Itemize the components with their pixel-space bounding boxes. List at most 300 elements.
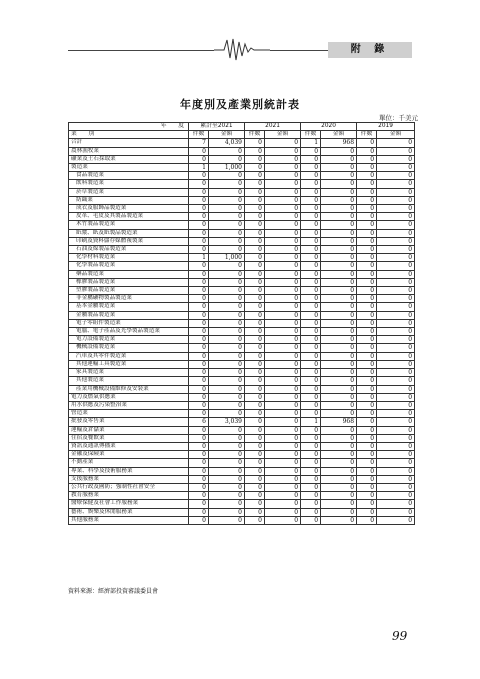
- count-cell: 0: [357, 262, 377, 270]
- amount-cell: 0: [377, 246, 415, 254]
- count-cell: 0: [357, 516, 377, 524]
- industry-name-cell: 金屬製品製造業: [69, 311, 189, 319]
- industry-name-cell: 金融及保險業: [69, 451, 189, 459]
- amount-cell: 0: [265, 352, 301, 360]
- amount-cell: 0: [377, 172, 415, 180]
- amount-cell: 0: [377, 205, 415, 213]
- amount-cell: 0: [377, 196, 415, 204]
- amount-cell: 0: [377, 360, 415, 368]
- count-cell: 0: [301, 278, 321, 286]
- table-row: [69, 360, 415, 368]
- table-row: [69, 434, 415, 442]
- amount-cell: 0: [209, 311, 245, 319]
- amount-cell: 0: [377, 377, 415, 385]
- industry-name-cell: 紙漿、紙及紙製品製造業: [69, 229, 189, 237]
- industry-name-cell: 農林漁牧業: [69, 147, 189, 155]
- table-row: [69, 213, 415, 221]
- amount-cell: 0: [321, 295, 357, 303]
- amount-cell: 0: [321, 377, 357, 385]
- page-title: 年度別及產業別統計表: [180, 98, 300, 111]
- table-body: [69, 139, 415, 525]
- count-cell: 0: [301, 229, 321, 237]
- count-cell: 0: [301, 459, 321, 467]
- industry-name-cell: 電子零組件製造業: [69, 319, 189, 327]
- count-cell: 0: [245, 254, 265, 262]
- amount-cell: 0: [265, 221, 301, 229]
- header-rule-left: [68, 50, 214, 51]
- count-cell: 0: [301, 451, 321, 459]
- amount-cell: 0: [209, 295, 245, 303]
- count-cell: 0: [245, 467, 265, 475]
- amount-cell: 0: [209, 229, 245, 237]
- table-row: [69, 410, 415, 418]
- amount-cell: 0: [321, 328, 357, 336]
- amount-cell: 0: [265, 508, 301, 516]
- amount-cell: 0: [209, 483, 245, 491]
- amount-cell: 0: [321, 180, 357, 188]
- table-row: [69, 442, 415, 450]
- amount-cell: 0: [265, 180, 301, 188]
- count-cell: 1: [189, 254, 209, 262]
- industry-name-cell: 支援服務業: [69, 475, 189, 483]
- count-cell: 0: [245, 262, 265, 270]
- amount-cell: 0: [321, 500, 357, 508]
- count-cell: 0: [301, 434, 321, 442]
- amount-cell: 0: [209, 393, 245, 401]
- table-row: [69, 237, 415, 245]
- industry-name-cell: 化學材料製造業: [69, 254, 189, 262]
- count-cell: 0: [189, 262, 209, 270]
- amount-cell: 0: [377, 188, 415, 196]
- amount-cell: 0: [209, 246, 245, 254]
- count-cell: 0: [189, 180, 209, 188]
- amount-cell: 0: [265, 303, 301, 311]
- count-cell: 0: [357, 311, 377, 319]
- count-cell: 0: [245, 508, 265, 516]
- count-cell: 0: [357, 213, 377, 221]
- amount-cell: 0: [377, 475, 415, 483]
- count-cell: 0: [357, 418, 377, 426]
- count-cell: 0: [301, 205, 321, 213]
- table-row: [69, 319, 415, 327]
- count-cell: 0: [357, 229, 377, 237]
- amount-cell: 0: [321, 164, 357, 172]
- amount-cell: 0: [209, 172, 245, 180]
- count-cell: 0: [301, 401, 321, 409]
- industry-name-cell: 機械設備製造業: [69, 344, 189, 352]
- count-cell: 0: [245, 188, 265, 196]
- amount-cell: 0: [321, 369, 357, 377]
- table-row: [69, 492, 415, 500]
- count-cell: 0: [301, 319, 321, 327]
- count-cell: 0: [357, 155, 377, 163]
- count-cell: 0: [301, 188, 321, 196]
- amount-cell: 0: [377, 287, 415, 295]
- count-cell: 0: [357, 459, 377, 467]
- amount-cell: 0: [209, 262, 245, 270]
- count-cell: 0: [245, 352, 265, 360]
- industry-name-cell: 電力及燃氣供應業: [69, 393, 189, 401]
- amount-cell: 0: [265, 311, 301, 319]
- amount-cell: 0: [265, 278, 301, 286]
- amount-cell: 0: [321, 205, 357, 213]
- count-cell: 0: [245, 139, 265, 147]
- count-cell: 0: [189, 295, 209, 303]
- amount-cell: 0: [209, 328, 245, 336]
- amount-cell: 0: [209, 147, 245, 155]
- count-cell: 0: [301, 254, 321, 262]
- amount-cell: 0: [209, 410, 245, 418]
- amount-cell: 0: [321, 344, 357, 352]
- count-cell: 0: [245, 147, 265, 155]
- count-cell: 1: [301, 139, 321, 147]
- table-row: [69, 303, 415, 311]
- count-cell: 0: [245, 229, 265, 237]
- count-cell: 0: [357, 196, 377, 204]
- year-header: 2020: [301, 123, 357, 131]
- amount-cell: 0: [265, 385, 301, 393]
- amount-cell: 0: [377, 155, 415, 163]
- table-row: [69, 172, 415, 180]
- amount-cell: 0: [209, 360, 245, 368]
- amount-cell: 0: [377, 328, 415, 336]
- header-row-sub: [69, 131, 415, 139]
- amount-header: 金額: [321, 131, 357, 139]
- industry-name-cell: 教育服務業: [69, 492, 189, 500]
- amount-cell: 0: [265, 418, 301, 426]
- amount-cell: 0: [265, 229, 301, 237]
- amount-cell: 0: [209, 196, 245, 204]
- count-cell: 0: [245, 434, 265, 442]
- count-cell: 0: [357, 377, 377, 385]
- table-row: [69, 311, 415, 319]
- heartbeat-line-icon: [214, 36, 270, 62]
- amount-cell: 0: [321, 442, 357, 450]
- amount-cell: 0: [265, 328, 301, 336]
- count-cell: 0: [357, 426, 377, 434]
- industry-name-cell: 資訊及通訊傳播業: [69, 442, 189, 450]
- amount-cell: 0: [321, 188, 357, 196]
- amount-cell: 0: [377, 180, 415, 188]
- industry-name-cell: 化學製品製造業: [69, 262, 189, 270]
- count-cell: 0: [357, 237, 377, 245]
- amount-cell: 0: [265, 147, 301, 155]
- corner-industry-cell: [69, 131, 189, 139]
- amount-cell: 0: [209, 401, 245, 409]
- amount-cell: 0: [377, 418, 415, 426]
- amount-cell: 4,039: [209, 139, 245, 147]
- statistics-table: [68, 122, 415, 525]
- industry-name-cell: 醫療保健及社會工作服務業: [69, 500, 189, 508]
- count-cell: 1: [189, 164, 209, 172]
- count-cell: 0: [357, 303, 377, 311]
- count-cell: 0: [189, 205, 209, 213]
- amount-cell: 0: [377, 311, 415, 319]
- count-cell: 0: [189, 492, 209, 500]
- count-cell: 0: [301, 377, 321, 385]
- amount-cell: 0: [377, 262, 415, 270]
- amount-cell: 0: [321, 467, 357, 475]
- count-cell: 0: [357, 246, 377, 254]
- amount-cell: 0: [377, 516, 415, 524]
- count-cell: 0: [357, 295, 377, 303]
- unit-label: 單位：千美元: [379, 114, 418, 122]
- industry-name-cell: 塑膠製品製造業: [69, 287, 189, 295]
- count-cell: 0: [357, 475, 377, 483]
- amount-cell: 3,039: [209, 418, 245, 426]
- industry-name-cell: 食品製造業: [69, 172, 189, 180]
- amount-cell: 0: [377, 467, 415, 475]
- amount-cell: 0: [265, 139, 301, 147]
- count-cell: 0: [301, 172, 321, 180]
- count-cell: 0: [357, 336, 377, 344]
- table-row: [69, 516, 415, 524]
- count-cell: 0: [357, 393, 377, 401]
- count-cell: 0: [301, 516, 321, 524]
- amount-cell: 0: [321, 262, 357, 270]
- industry-name-cell: 藝術、娛樂及休閒服務業: [69, 508, 189, 516]
- amount-cell: 0: [265, 426, 301, 434]
- table-row: [69, 205, 415, 213]
- amount-cell: 0: [209, 434, 245, 442]
- count-cell: 0: [245, 459, 265, 467]
- count-cell: 0: [357, 492, 377, 500]
- industry-name-cell: 專業、科學及技術服務業: [69, 467, 189, 475]
- amount-cell: 0: [209, 287, 245, 295]
- count-cell: 0: [301, 442, 321, 450]
- count-cell: 0: [301, 508, 321, 516]
- amount-cell: 0: [321, 459, 357, 467]
- amount-cell: 0: [265, 492, 301, 500]
- count-cell: 0: [189, 287, 209, 295]
- industry-name-cell: 不動產業: [69, 459, 189, 467]
- count-cell: 0: [357, 344, 377, 352]
- amount-cell: 0: [321, 336, 357, 344]
- count-cell: 0: [245, 213, 265, 221]
- amount-cell: 0: [265, 188, 301, 196]
- amount-cell: 0: [265, 155, 301, 163]
- header-row-years: [69, 123, 415, 131]
- industry-name-cell: 藥品製造業: [69, 270, 189, 278]
- industry-name-cell: 基本金屬製造業: [69, 303, 189, 311]
- count-cell: 0: [301, 385, 321, 393]
- amount-cell: 0: [265, 467, 301, 475]
- amount-cell: 0: [209, 319, 245, 327]
- count-cell: 0: [301, 500, 321, 508]
- count-cell: 0: [245, 442, 265, 450]
- amount-cell: 0: [265, 246, 301, 254]
- amount-cell: 0: [265, 237, 301, 245]
- amount-cell: 0: [209, 516, 245, 524]
- amount-cell: 0: [377, 352, 415, 360]
- count-cell: 0: [189, 221, 209, 229]
- count-cell: 0: [189, 213, 209, 221]
- count-cell: 0: [301, 196, 321, 204]
- amount-cell: 0: [377, 508, 415, 516]
- count-cell: 0: [189, 188, 209, 196]
- amount-cell: 0: [321, 147, 357, 155]
- count-cell: 0: [245, 500, 265, 508]
- count-cell: 0: [245, 180, 265, 188]
- amount-cell: 0: [209, 237, 245, 245]
- count-cell: 0: [189, 237, 209, 245]
- table-row: [69, 221, 415, 229]
- count-cell: 0: [245, 221, 265, 229]
- amount-cell: 0: [321, 483, 357, 491]
- amount-cell: 0: [209, 467, 245, 475]
- industry-name-cell: 礦業及土石採取業: [69, 155, 189, 163]
- amount-cell: 0: [377, 492, 415, 500]
- amount-cell: 0: [321, 270, 357, 278]
- count-cell: 0: [357, 369, 377, 377]
- count-cell: 0: [301, 369, 321, 377]
- amount-cell: 0: [321, 360, 357, 368]
- amount-cell: 0: [209, 426, 245, 434]
- count-cell: 0: [189, 410, 209, 418]
- amount-cell: 0: [265, 344, 301, 352]
- amount-cell: 0: [265, 287, 301, 295]
- amount-cell: 0: [209, 270, 245, 278]
- count-cell: 0: [301, 155, 321, 163]
- industry-name-cell: 合計: [69, 139, 189, 147]
- industry-name-cell: 營造業: [69, 410, 189, 418]
- industry-name-cell: 其他運輸工具製造業: [69, 360, 189, 368]
- amount-cell: 0: [377, 213, 415, 221]
- count-cell: 0: [301, 180, 321, 188]
- amount-cell: 0: [209, 303, 245, 311]
- amount-cell: 0: [265, 459, 301, 467]
- industry-name-cell: 電腦、電子產品及光學製品製造業: [69, 328, 189, 336]
- count-cell: 0: [301, 270, 321, 278]
- appendix-tab: 附 錄: [328, 42, 412, 58]
- industry-name-cell: 汽車及其零件製造業: [69, 352, 189, 360]
- amount-cell: 0: [209, 377, 245, 385]
- amount-cell: 0: [265, 369, 301, 377]
- table-row: [69, 254, 415, 262]
- count-cell: 0: [301, 262, 321, 270]
- count-cell: 0: [357, 328, 377, 336]
- count-cell: 0: [189, 516, 209, 524]
- count-cell: 0: [245, 164, 265, 172]
- count-cell: 0: [189, 336, 209, 344]
- count-cell: 0: [245, 516, 265, 524]
- table-row: [69, 377, 415, 385]
- count-cell: 0: [357, 270, 377, 278]
- count-cell: 0: [301, 164, 321, 172]
- count-cell: 0: [245, 196, 265, 204]
- count-cell: 0: [357, 278, 377, 286]
- industry-name-cell: 產業用機械設備維修及安裝業: [69, 385, 189, 393]
- table-row: [69, 459, 415, 467]
- count-cell: 0: [245, 401, 265, 409]
- amount-cell: 0: [321, 311, 357, 319]
- table-row: [69, 426, 415, 434]
- year-header: 2021: [245, 123, 301, 131]
- count-cell: 0: [245, 319, 265, 327]
- table-row: [69, 196, 415, 204]
- amount-cell: 0: [377, 319, 415, 327]
- table-row: [69, 467, 415, 475]
- count-cell: 0: [301, 467, 321, 475]
- page-number: 99: [392, 629, 408, 643]
- amount-cell: 0: [377, 451, 415, 459]
- amount-cell: 0: [209, 500, 245, 508]
- amount-cell: 0: [265, 475, 301, 483]
- count-cell: 0: [357, 508, 377, 516]
- count-cell: 0: [245, 410, 265, 418]
- count-cell: 0: [357, 221, 377, 229]
- count-cell: 0: [301, 393, 321, 401]
- table-row: [69, 229, 415, 237]
- amount-cell: 0: [265, 262, 301, 270]
- amount-cell: 0: [209, 451, 245, 459]
- amount-cell: 0: [321, 172, 357, 180]
- amount-cell: 0: [377, 270, 415, 278]
- count-cell: 0: [189, 442, 209, 450]
- amount-cell: 0: [265, 401, 301, 409]
- amount-cell: 0: [377, 229, 415, 237]
- count-cell: 0: [245, 377, 265, 385]
- amount-cell: 0: [377, 426, 415, 434]
- table-row: [69, 352, 415, 360]
- amount-cell: 0: [321, 196, 357, 204]
- count-cell: 0: [189, 459, 209, 467]
- count-cell: 0: [357, 188, 377, 196]
- amount-cell: 0: [321, 410, 357, 418]
- table-row: [69, 278, 415, 286]
- count-cell: 0: [357, 205, 377, 213]
- industry-name-cell: 其他製造業: [69, 377, 189, 385]
- count-cell: 0: [245, 278, 265, 286]
- table-row: [69, 483, 415, 491]
- count-cell: 0: [301, 295, 321, 303]
- table-row: [69, 270, 415, 278]
- amount-cell: 0: [209, 508, 245, 516]
- table-row: [69, 147, 415, 155]
- amount-cell: 0: [209, 459, 245, 467]
- corner-year-label: 年 度: [160, 123, 184, 129]
- amount-cell: 0: [377, 434, 415, 442]
- amount-cell: 968: [321, 418, 357, 426]
- industry-name-cell: 紡織業: [69, 196, 189, 204]
- amount-cell: 0: [265, 360, 301, 368]
- amount-cell: 0: [321, 287, 357, 295]
- count-cell: 0: [245, 426, 265, 434]
- amount-cell: 0: [377, 336, 415, 344]
- count-cell: 0: [189, 172, 209, 180]
- table-row: [69, 180, 415, 188]
- source-note: 資料來源：經濟部投資審議委員會: [68, 588, 159, 595]
- amount-cell: 0: [209, 180, 245, 188]
- industry-name-cell: 批發及零售業: [69, 418, 189, 426]
- count-cell: 0: [245, 295, 265, 303]
- amount-cell: 0: [209, 492, 245, 500]
- count-cell: 0: [357, 147, 377, 155]
- amount-cell: 0: [321, 451, 357, 459]
- count-cell: 0: [301, 311, 321, 319]
- count-cell: 0: [189, 352, 209, 360]
- count-cell: 0: [357, 500, 377, 508]
- amount-cell: 0: [377, 500, 415, 508]
- count-cell: 0: [357, 442, 377, 450]
- corner-year-cell: [69, 123, 189, 131]
- amount-cell: 0: [209, 213, 245, 221]
- header-rule-right: [270, 50, 328, 51]
- industry-name-cell: 非金屬礦物製品製造業: [69, 295, 189, 303]
- amount-cell: 0: [377, 278, 415, 286]
- table-row: [69, 475, 415, 483]
- amount-cell: 0: [265, 434, 301, 442]
